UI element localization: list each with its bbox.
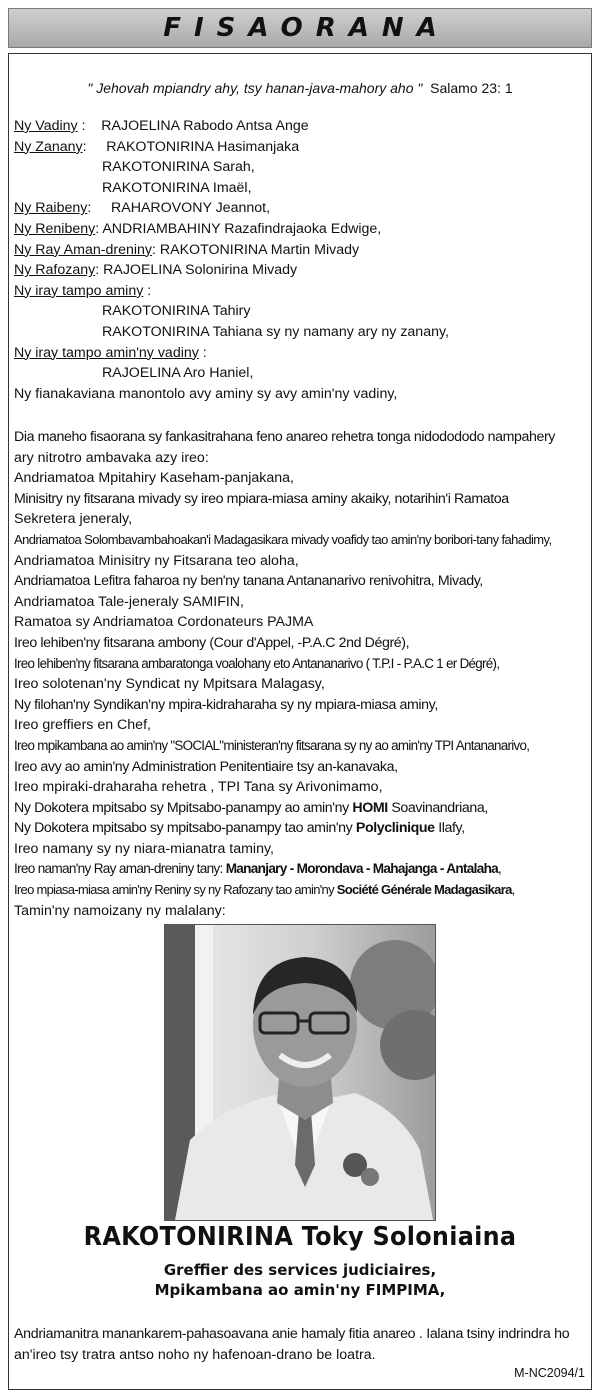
ack-line [14, 859, 590, 880]
ack-line: Andriamatoa Solombavambahoakan'i Madagasikara mivady voafidy tao amin'ny boribori-tany fahadimy, [14, 531, 552, 547]
closing-line: an'ireo tsy tratra antso noho ny hafenoan-drano be loatra. [14, 1347, 376, 1363]
family-member-name: RAHAROVONY Jeannot, [111, 200, 271, 217]
family-row [14, 384, 584, 405]
family-member-name: RAKOTONIRINA Martin Mivady [159, 241, 360, 258]
ack-line: ary nitrotro ambavaka azy ireo: [14, 449, 209, 466]
family-relation-label: Ny iray tampo aminy [14, 282, 144, 299]
ack-line: Dia maneho fisaorana sy fankasitrahana feno anareo rehetra tonga nidodododo nampahery [14, 429, 555, 445]
family-relation-label: Ny Renibeny [14, 220, 96, 237]
bible-quote [9, 80, 591, 96]
ack-line: Ireo lehiben'ny fitsarana ambaratonga voalohany eto Antananarivo ( T.P.I - P.A.C 1 er Dégré), [14, 655, 500, 671]
family-separator: : [152, 241, 160, 258]
deceased-title-1: Greffier des services judiciaires, [163, 1261, 437, 1279]
ack-text: Soavinandriana, [387, 799, 488, 816]
family-member-name: RAJOELINA Rabodo Antsa Ange [101, 118, 309, 134]
ack-line: Minisitry ny fitsarana mivady sy ireo mpiara-miasa aminy akaiky, notarihin'i Ramatoa [14, 490, 509, 507]
ack-line: Ireo lehiben'ny fitsarana ambony (Cour d'Appel, -P.A.C 2nd Dégré), [14, 634, 410, 651]
closing-line: Andriamanitra manankarem-pahasoavana anie hamaly fitia anareo . Ialana tsiny indrindra ho [14, 1326, 570, 1342]
family-separator: : [198, 344, 207, 361]
family-row [14, 301, 584, 322]
family-separator: : [143, 282, 152, 299]
ack-line: Ny filohan'ny Syndikan'ny mpira-kidraharaha sy ny mpiara-miasa aminy, [14, 696, 438, 713]
ack-text: Ny Dokotera mpitsabo sy Mpitsabo-panampy ao amin'ny [14, 799, 353, 816]
family-member-name: RAKOTONIRINA Tahiry [102, 303, 251, 320]
family-member-name: Ny fianakaviana manontolo avy aminy sy avy amin'ny vadiny, [14, 385, 398, 402]
ack-line: Tamin'ny namoizany ny malalany: [14, 902, 226, 919]
family-separator: : [77, 118, 102, 134]
ack-text: Ireo mpiasa-miasa amin'ny Reniny sy ny Rafozany tao amin'ny [14, 882, 337, 898]
ack-line: Andriamatoa Tale-jeneraly SAMIFIN, [14, 593, 244, 610]
deceased-title-2: Mpikambana ao amin'ny FIMPIMA, [154, 1281, 446, 1299]
ack-line: Sekretera jeneraly, [14, 511, 133, 528]
ack-text: , [511, 882, 515, 898]
family-relation-label: Ny Zanany [14, 138, 83, 155]
family-member-name: RAKOTONIRINA Tahiana sy ny namany ary ny zanany, [102, 323, 449, 340]
family-relation-label: Ny Vadiny [14, 118, 78, 134]
family-member-name: ANDRIAMBAHINY Razafindrajaoka Edwige, [102, 220, 382, 237]
family-member-name: RAKOTONIRINA Imaël, [102, 179, 252, 196]
family-row [14, 137, 584, 158]
portrait-photo [164, 924, 436, 1221]
family-row [14, 157, 584, 178]
family-row [14, 343, 584, 364]
ack-line: Andriamatoa Mpitahiry Kaseham-panjakana, [14, 470, 294, 487]
ack-bold: Mananjary - Morondava - Mahajanga - Antalaha [225, 861, 499, 877]
ack-bold: Société Générale Madagasikara [336, 882, 512, 898]
family-member-name: RAJOELINA Aro Haniel, [102, 365, 254, 382]
family-list [14, 116, 584, 404]
ack-line: Andriamatoa Minisitry ny Fitsarana teo aloha, [14, 552, 299, 569]
family-separator: : [95, 220, 103, 237]
family-separator: : [95, 262, 104, 279]
ack-text: , [498, 861, 502, 877]
family-row [14, 363, 584, 384]
family-row [14, 281, 584, 302]
ack-line: Andriamatoa Lefitra faharoa ny ben'ny tanana Antananarivo renivohitra, Mivady, [14, 573, 483, 590]
family-row [14, 198, 584, 219]
quote-text: " Jehovah mpiandry ahy, tsy hanan-java-mahory aho " [87, 80, 423, 96]
family-row [14, 116, 584, 137]
family-relation-label: Ny Rafozany [14, 262, 96, 279]
family-separator: : [87, 200, 111, 217]
ack-text: Ny Dokotera mpitsabo sy mpitsabo-panampy tao amin'ny [14, 820, 356, 837]
family-relation-label: Ny iray tampo amin'ny vadiny [14, 344, 199, 361]
page-title: FISAORANA [163, 13, 450, 43]
ack-line [14, 798, 590, 819]
deceased-name: RAKOTONIRINA Toky Soloniaina [83, 1222, 517, 1252]
family-row [14, 322, 584, 343]
ack-line: Ireo mpiraki-draharaha rehetra , TPI Tana sy Arivonimamo, [14, 779, 383, 796]
ack-line: Ireo mpikambana ao amin'ny "SOCIAL"ministeran'ny fitsarana sy ny ao amin'ny TPI Antananarivo, [14, 737, 530, 753]
ack-line: Ireo namany sy ny niara-mianatra taminy, [14, 840, 274, 857]
ack-text: Ireo naman'ny Ray aman-dreniny tany: [14, 861, 226, 877]
family-row [14, 219, 584, 240]
header-banner [8, 8, 592, 48]
ack-bold: HOMI [352, 799, 388, 816]
closing-text [14, 1324, 586, 1366]
family-row [14, 240, 584, 261]
ack-line [14, 880, 590, 901]
acknowledgements [14, 427, 590, 921]
quote-reference: Salamo 23: 1 [430, 80, 513, 96]
family-separator: : [82, 138, 107, 155]
ack-line: Ireo avy ao amin'ny Administration Penitentiaire tsy an-kanavaka, [14, 758, 398, 775]
family-member-name: RAJOELINA Solonirina Mivady [103, 262, 298, 279]
family-member-name: RAKOTONIRINA Hasimanjaka [106, 138, 300, 155]
family-row [14, 260, 584, 281]
ack-line: Ramatoa sy Andriamatoa Cordonateurs PAJMA [14, 614, 314, 631]
family-member-name: RAKOTONIRINA Sarah, [102, 159, 255, 176]
notice-frame [8, 53, 592, 1390]
ack-line: Ireo greffiers en Chef, [14, 717, 151, 734]
reference-code: M-NC2094/1 [514, 1366, 585, 1380]
ack-line [14, 818, 590, 839]
ack-line: Ireo solotenan'ny Syndicat ny Mpitsara Malagasy, [14, 676, 325, 693]
family-relation-label: Ny Raibeny [14, 200, 88, 217]
family-row [14, 178, 584, 199]
ack-bold: Polyclinique [355, 820, 435, 837]
ack-text: Ilafy, [434, 820, 465, 837]
family-relation-label: Ny Ray Aman-dreniny [14, 241, 152, 258]
